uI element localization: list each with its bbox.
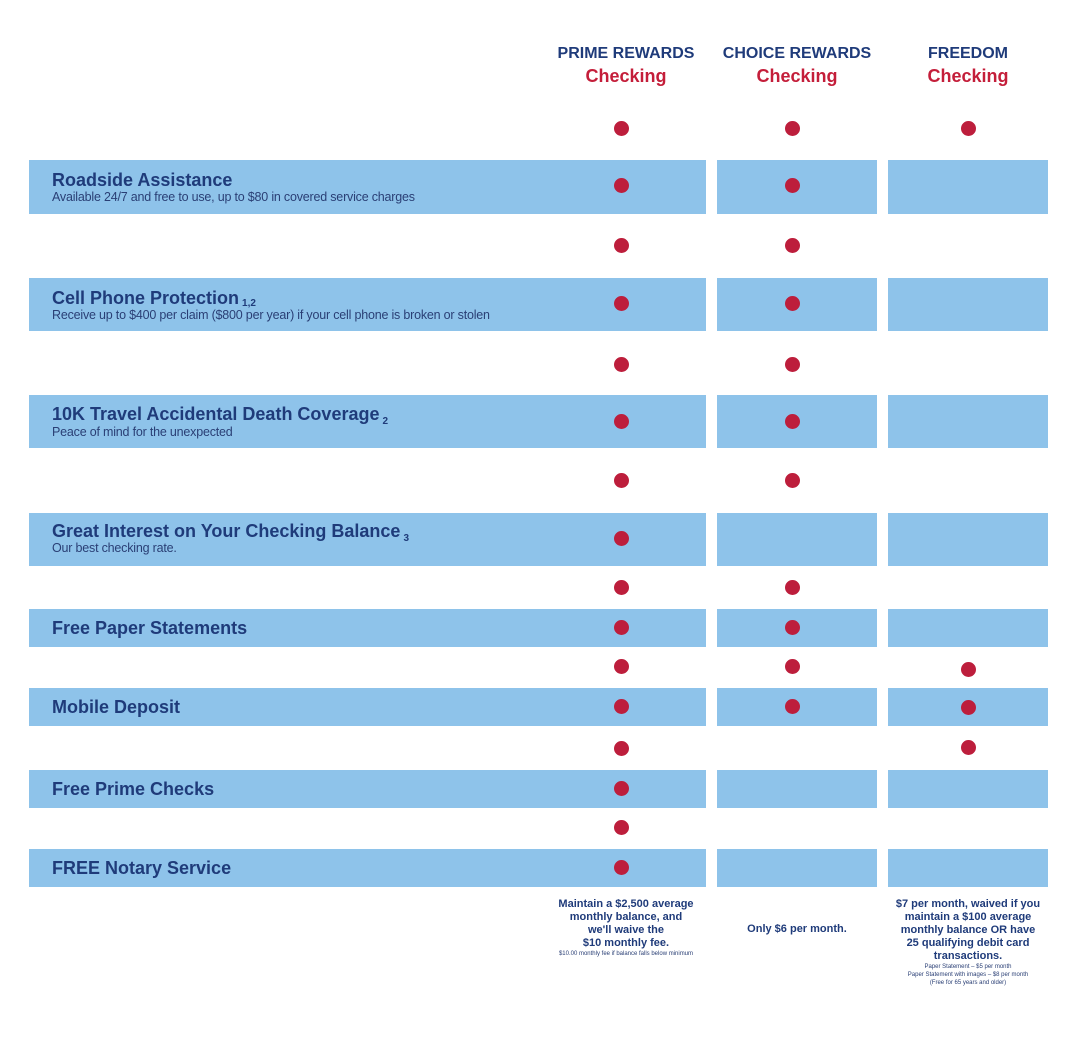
check-dot [614, 473, 629, 488]
band-right [888, 160, 1048, 214]
fee-info-freedom [873, 898, 1063, 987]
check-dot [614, 860, 629, 875]
feature-title-notary: FREE Notary Service [52, 858, 232, 878]
check-dot [961, 121, 976, 136]
footnote-ref: 2 [382, 416, 389, 427]
check-dot [614, 620, 629, 635]
footnote-ref: 3 [403, 533, 409, 544]
fee-line: monthly balance OR have [900, 924, 1036, 936]
feature-title-roadside: Roadside Assistance [52, 170, 233, 190]
fee-line: Only $6 per month. [747, 923, 847, 935]
band-right [888, 849, 1048, 887]
check-dot [961, 740, 976, 755]
check-dot [614, 357, 629, 372]
fee-info-choice [707, 923, 887, 936]
feature-title-checks: Free Prime Checks [52, 779, 215, 799]
fee-line: 25 qualifying debit card [906, 937, 1030, 949]
feature-title-text: Great Interest on Your Checking Balance [52, 521, 401, 541]
band-right [888, 513, 1048, 566]
check-dot [614, 580, 629, 595]
feature-desc-roadside: Available 24/7 and free to use, up to $80 in covered service charges [52, 190, 415, 204]
feature-desc-cell: Receive up to $400 per claim ($800 per year) if your cell phone is broken or stolen [52, 308, 490, 322]
footnote-ref: 1,2 [242, 298, 256, 309]
fee-line: Maintain a $2,500 average [558, 898, 694, 910]
band-mid [717, 513, 877, 566]
feature-title-text: Cell Phone Protection [52, 288, 240, 308]
band-right [888, 395, 1048, 448]
band-right [888, 278, 1048, 331]
check-dot [614, 781, 629, 796]
fee-line: transactions. [933, 950, 1003, 962]
column-header-top: FREEDOM [928, 45, 1008, 62]
check-dot [614, 121, 629, 136]
fee-note: Paper Statement with images – $8 per month [907, 972, 1029, 978]
fee-note: (Free for 65 years and older) [929, 980, 1007, 986]
check-dot [785, 121, 800, 136]
check-dot [785, 699, 800, 714]
check-dot [961, 700, 976, 715]
check-dot [614, 296, 629, 311]
fee-line: we'll waive the [588, 924, 664, 936]
check-dot [785, 620, 800, 635]
check-dot [614, 178, 629, 193]
feature-title-paper: Free Paper Statements [52, 618, 248, 638]
check-dot [614, 531, 629, 546]
fee-line: monthly balance, and [569, 911, 683, 923]
feature-title-text: 10K Travel Accidental Death Coverage [52, 404, 380, 424]
check-dot [614, 741, 629, 756]
check-dot [961, 662, 976, 677]
column-header-freedom [878, 44, 1058, 88]
fee-info-prime [536, 898, 716, 958]
fee-line: $10 monthly fee. [582, 937, 670, 949]
fee-line: maintain a $100 average [904, 911, 1032, 923]
column-header-top: PRIME REWARDS [557, 45, 695, 62]
check-dot [785, 357, 800, 372]
check-dot [614, 659, 629, 674]
column-header-top: CHOICE REWARDS [722, 45, 872, 62]
check-dot [614, 699, 629, 714]
check-dot [785, 238, 800, 253]
feature-title-mobile: Mobile Deposit [52, 697, 181, 717]
fee-line: $7 per month, waived if you [895, 898, 1041, 910]
check-dot [614, 820, 629, 835]
column-header-bottom: Checking [585, 66, 667, 86]
check-dot [785, 659, 800, 674]
check-dot [785, 296, 800, 311]
check-dot [785, 414, 800, 429]
band-right [888, 609, 1048, 647]
check-dot [785, 178, 800, 193]
check-dot [614, 414, 629, 429]
feature-desc-travel: Peace of mind for the unexpected [52, 425, 233, 439]
column-header-choice [707, 44, 887, 88]
band-right [888, 770, 1048, 808]
column-header-bottom: Checking [756, 66, 838, 86]
check-dot [785, 473, 800, 488]
check-dot [614, 238, 629, 253]
check-dot [785, 580, 800, 595]
column-header-prime [536, 44, 716, 88]
band-mid [717, 849, 877, 887]
fee-note: $10.00 monthly fee if balance falls below minimum [558, 951, 694, 957]
feature-desc-interest: Our best checking rate. [52, 541, 177, 555]
fee-note: Paper Statement – $5 per month [924, 964, 1012, 970]
band-mid [717, 770, 877, 808]
column-header-bottom: Checking [927, 66, 1009, 86]
